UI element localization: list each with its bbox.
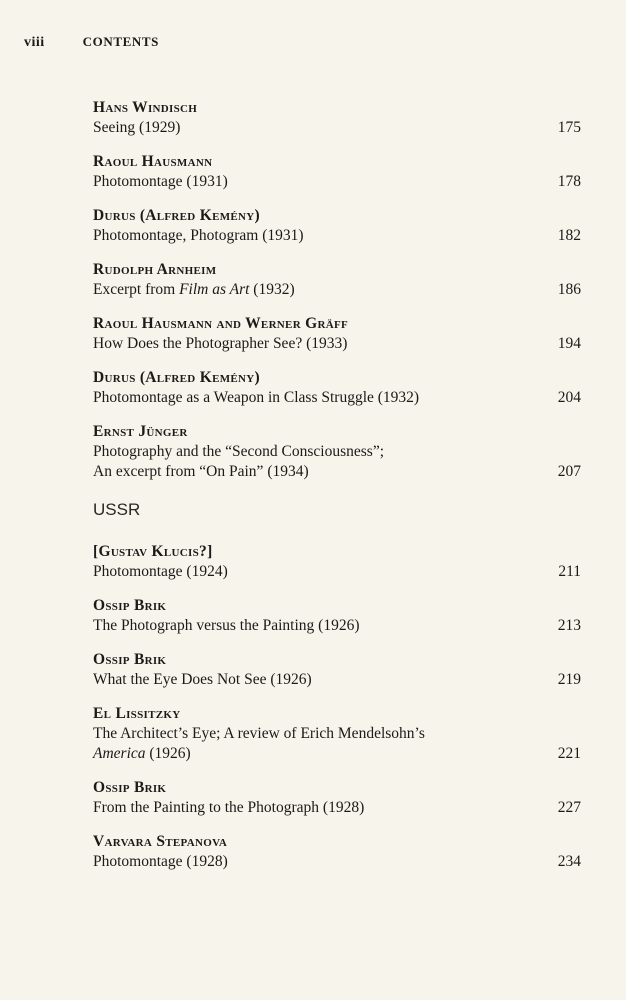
toc-entry: [93, 542, 581, 582]
entry-author: Hans Windisch: [93, 99, 198, 116]
entry-author: Ossip Brik: [93, 779, 167, 796]
entry-page-number: 219: [557, 671, 581, 688]
entry-title: [93, 744, 191, 764]
entry-title-line: [93, 562, 581, 582]
entry-page-number: 207: [557, 463, 581, 480]
section-heading: USSR: [93, 500, 141, 519]
entry-author: Raoul Hausmann: [93, 153, 213, 170]
entry-title-line: [93, 724, 581, 744]
title-text: Photomontage (1931): [93, 173, 228, 190]
entry-page-number: 175: [557, 119, 581, 136]
entry-title: [93, 442, 384, 462]
toc-entry: [93, 778, 581, 818]
title-italic: America: [93, 745, 146, 762]
title-text: Photomontage as a Weapon in Class Struggle (1932): [93, 389, 420, 406]
entry-page-number: 186: [557, 281, 581, 298]
toc-entry: [93, 704, 581, 764]
title-text: What the Eye Does Not See (1926): [93, 671, 312, 688]
entry-title: [93, 724, 425, 744]
toc-entry: [93, 832, 581, 872]
toc-entry: [93, 206, 581, 246]
toc-group-ussr: [93, 542, 581, 872]
entry-title: [93, 852, 228, 872]
entry-page-number: 182: [557, 227, 581, 244]
table-of-contents: [93, 98, 581, 886]
entry-title-line: [93, 670, 581, 690]
toc-group-germany: [93, 98, 581, 482]
entry-page-number: 204: [557, 389, 581, 406]
entry-title: [93, 670, 312, 690]
entry-author: [Gustav Klucis?]: [93, 543, 213, 560]
title-text: Photomontage (1928): [93, 853, 228, 870]
entry-title-line: [93, 616, 581, 636]
toc-entry: [93, 260, 581, 300]
page-number: viii: [24, 35, 45, 50]
title-text: How Does the Photographer See? (1933): [93, 335, 348, 352]
running-head: [24, 34, 159, 51]
entry-title: [93, 562, 228, 582]
entry-author: Ernst Jünger: [93, 423, 188, 440]
title-text: Photography and the “Second Consciousness”;: [93, 443, 385, 460]
entry-title: [93, 462, 309, 482]
entry-page-number: 221: [557, 745, 581, 762]
entry-title-line: [93, 172, 581, 192]
toc-entry: [93, 422, 581, 482]
entry-title-line: [93, 852, 581, 872]
entry-author: Varvara Stepanova: [93, 833, 228, 850]
entry-page-number: 211: [558, 563, 581, 580]
title-text: Seeing (1929): [93, 119, 181, 136]
title-text: From the Painting to the Photograph (1928): [93, 799, 365, 816]
entry-title-line: [93, 280, 581, 300]
title-text-after: (1932): [249, 281, 295, 298]
entry-author: Durus (Alfred Kemény): [93, 369, 260, 386]
title-italic: Film as Art: [179, 281, 250, 298]
entry-title-line: [93, 442, 581, 462]
entry-title: [93, 118, 180, 138]
entry-page-number: 213: [557, 617, 581, 634]
entry-title: [93, 226, 304, 246]
title-text-after: (1926): [145, 745, 191, 762]
entry-author: Rudolph Arnheim: [93, 261, 217, 278]
entry-page-number: 194: [557, 335, 581, 352]
toc-entry: [93, 98, 581, 138]
toc-entry: [93, 314, 581, 354]
page-title: CONTENTS: [82, 34, 159, 49]
entry-title: [93, 280, 295, 300]
toc-entry: [93, 596, 581, 636]
entry-title-line: [93, 118, 581, 138]
entry-page-number: 178: [557, 173, 581, 190]
entry-author: Raoul Hausmann and Werner Gräff: [93, 315, 348, 332]
title-text: An excerpt from “On Pain” (1934): [93, 463, 309, 480]
title-text: Excerpt from: [93, 281, 180, 298]
toc-entry: [93, 152, 581, 192]
entry-title-line: [93, 226, 581, 246]
entry-title: [93, 798, 364, 818]
toc-entry: [93, 368, 581, 408]
entry-title: [93, 388, 419, 408]
entry-title-line: [93, 334, 581, 354]
title-text: Photomontage (1924): [93, 563, 228, 580]
entry-title-line: [93, 798, 581, 818]
title-text: Photomontage, Photogram (1931): [93, 227, 304, 244]
entry-author: El Lissitzky: [93, 705, 181, 722]
entry-title-line: [93, 462, 581, 482]
toc-entry: [93, 650, 581, 690]
entry-title: [93, 616, 359, 636]
entry-page-number: 234: [557, 853, 581, 870]
title-text: The Architect’s Eye; A review of Erich Mendelsohn’s: [93, 725, 425, 742]
entry-author: Ossip Brik: [93, 597, 167, 614]
entry-title: [93, 334, 347, 354]
entry-title: [93, 172, 228, 192]
entry-author: Ossip Brik: [93, 651, 167, 668]
entry-author: Durus (Alfred Kemény): [93, 207, 260, 224]
entry-title-line: [93, 744, 581, 764]
title-text: The Photograph versus the Painting (1926): [93, 617, 360, 634]
entry-title-line: [93, 388, 581, 408]
entry-page-number: 227: [557, 799, 581, 816]
